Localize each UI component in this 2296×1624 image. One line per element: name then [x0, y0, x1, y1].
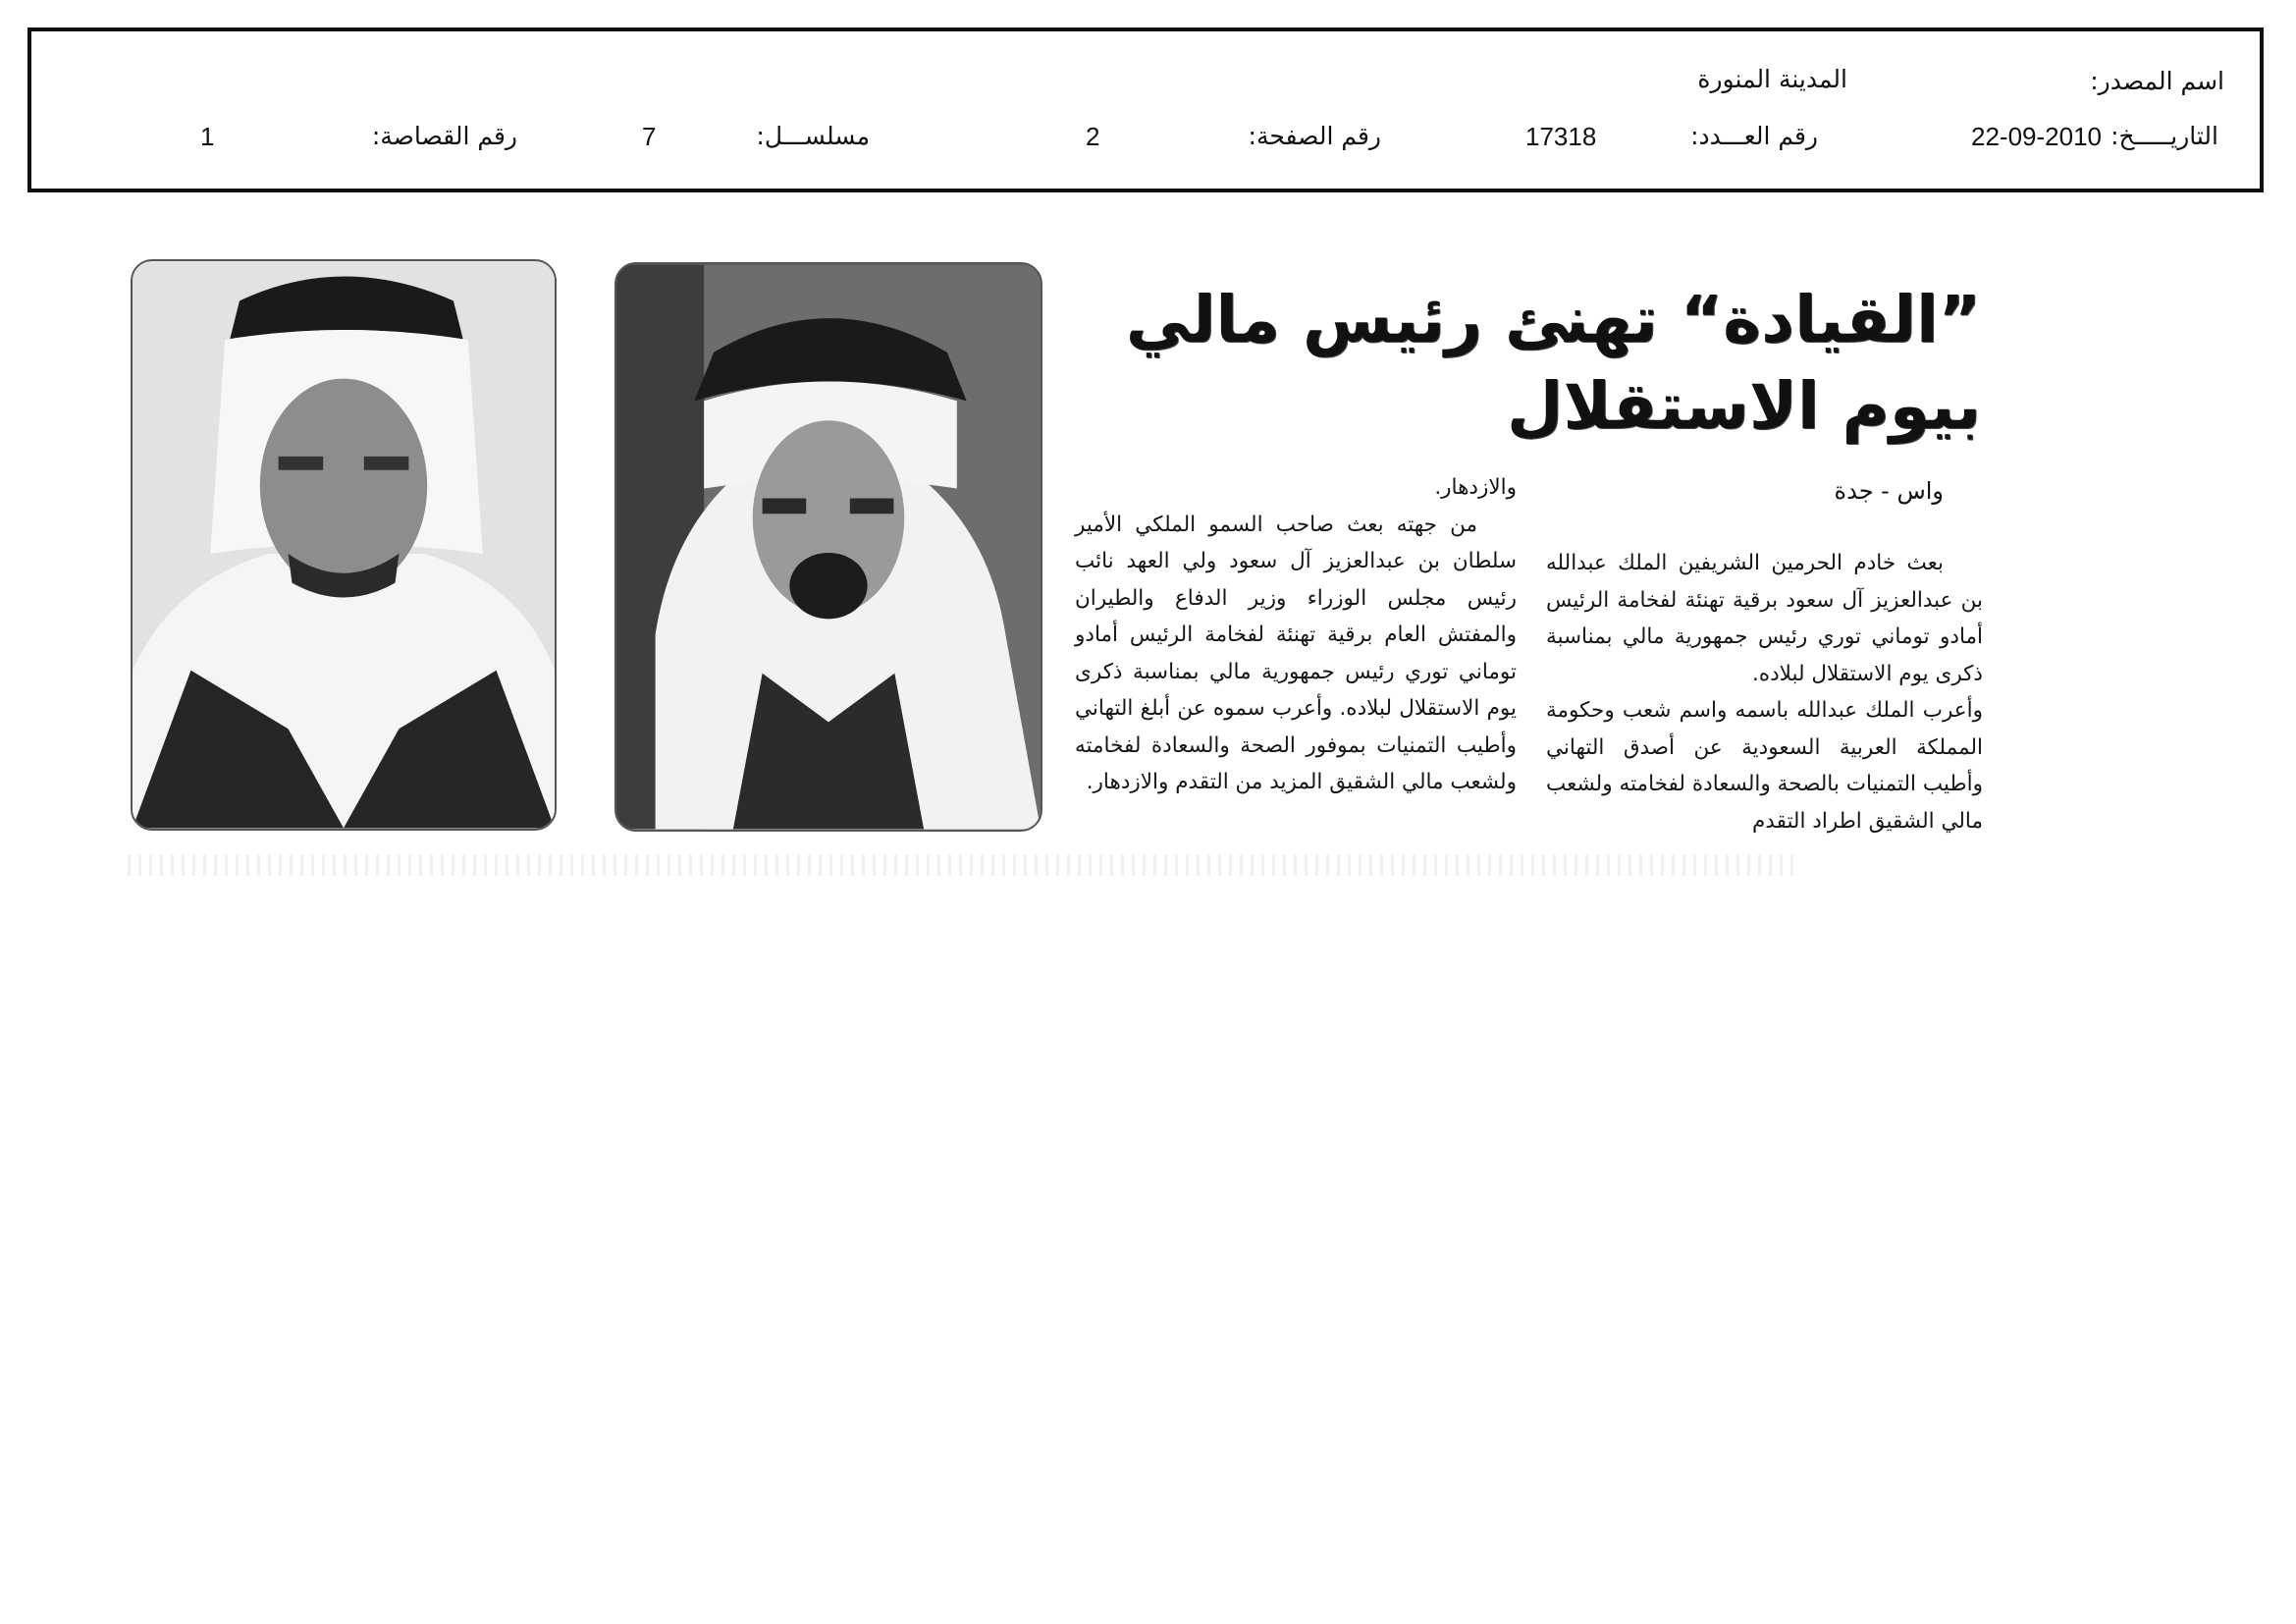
date-value: 22-09-2010 — [1971, 122, 2102, 151]
clip-number-label: رقم القصاصة: — [371, 122, 517, 150]
page-value: 2 — [1086, 122, 1100, 151]
date-label: التاريـــــخ: — [2110, 122, 2218, 150]
page-label: رقم الصفحة: — [1248, 122, 1381, 150]
issue-value: 17318 — [1525, 122, 1597, 151]
portrait-photo-king — [614, 262, 1042, 832]
clipping-metadata-box — [27, 27, 2264, 192]
portrait-photo-icon — [616, 264, 1041, 830]
source-label: اسم المصدر: — [2090, 67, 2224, 95]
paragraph: من جهته بعث صاحب السمو الملكي الأمير سلطان بن عبدالعزيز آل سعود ولي العهد نائب رئيس مجلس الوزراء وزير الدفاع والطيران والمفتش العام برقية تهنئة لفخامة الرئيس أمادو توماني توري رئيس جمهورية مالي بمناسبة ذكرى يوم الاستقلال لبلاده. وأعرب سموه عن أبلغ التهاني وأطيب التمنيات بموفور الصحة والسعادة لفخامته ولشعب مالي الشقيق المزيد من التقدم والازدهار. — [1075, 512, 1517, 794]
portrait-photo-prince — [131, 259, 557, 831]
issue-label: رقم العـــدد: — [1690, 122, 1818, 150]
paragraph: وأعرب الملك عبدالله باسمه واسم شعب وحكومة المملكة العربية السعودية عن أصدق التهاني وأطيب التمنيات بالصحة والسعادة لفخامته ولشعب مالي الشقيق اطراد التقدم — [1546, 698, 1983, 834]
scan-noise — [128, 854, 1796, 876]
paragraph: بعث خادم الحرمين الشريفين الملك عبدالله بن عبدالعزيز آل سعود برقية تهنئة لفخامة الرئيس أمادو توماني توري رئيس جمهورية مالي بمناسبة ذكرى يوم الاستقلال لبلاده. — [1546, 551, 1983, 686]
clip-number-value: 1 — [200, 122, 215, 151]
source-value: المدينة المنورة — [1697, 65, 1847, 93]
article-column-right — [1546, 545, 1983, 839]
paragraph: والازدهار. — [1434, 475, 1517, 500]
article-column-left — [1075, 469, 1517, 801]
portrait-photo-icon — [133, 261, 555, 829]
article-byline: واس - جدة — [1834, 477, 1944, 505]
serial-value: 7 — [642, 122, 657, 151]
serial-label: مسلســـل: — [756, 122, 870, 150]
article-headline: ”القيادة“ تهنئ رئيس مالي بيوم الاستقلال — [1125, 282, 1981, 444]
